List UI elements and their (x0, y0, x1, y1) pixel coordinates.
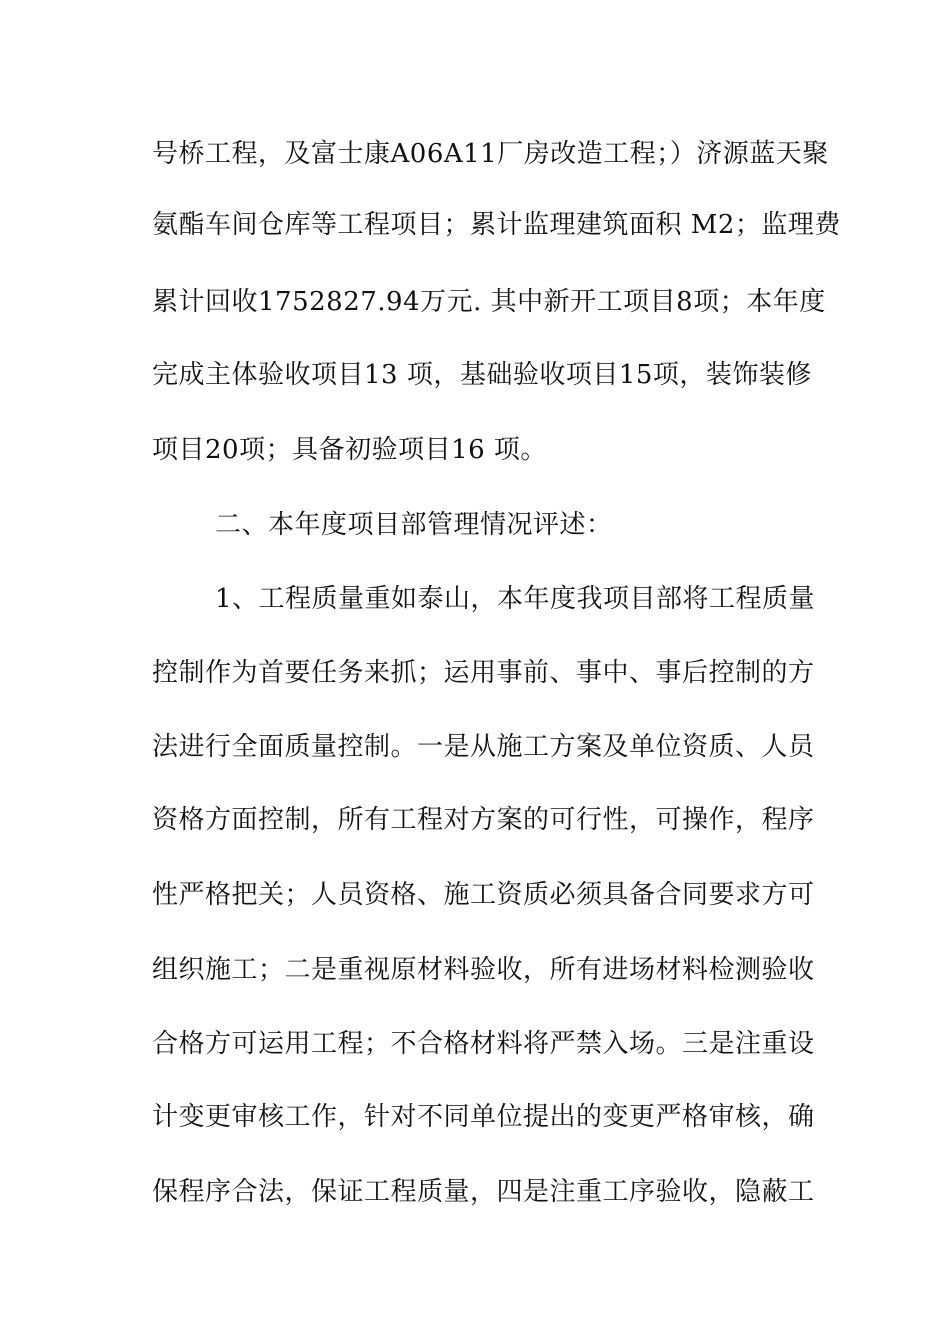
body-text-line: 完成主体验收项目13 项，基础验收项目15项，装饰装修 (152, 360, 812, 390)
body-text-line: 控制作为首要任务来抓；运用事前、事中、事后控制的方 (152, 658, 815, 688)
body-text-line: 法进行全面质量控制。一是从施工方案及单位资质、人员 (152, 732, 815, 762)
section-heading: 二、本年度项目部管理情况评述： (215, 510, 613, 540)
body-text-line: 号桥工程，及富士康A06A11厂房改造工程；）济源蓝天聚 (152, 139, 829, 169)
body-text-line: 计变更审核工作，针对不同单位提出的变更严格审核，确 (152, 1102, 815, 1132)
body-text-line: 性严格把关；人员资格、施工资质必须具备合同要求方可 (152, 880, 815, 910)
body-text-line: 合格方可运用工程；不合格材料将严禁入场。三是注重设 (152, 1029, 815, 1059)
paragraph-first-line: 1、工程质量重如泰山，本年度我项目部将工程质量 (215, 584, 816, 614)
body-text-line: 项目20项；具备初验项目16 项。 (152, 435, 547, 465)
body-text-line: 累计回收1752827.94万元. 其中新开工项目8项；本年度 (152, 287, 826, 317)
body-text-line: 资格方面控制，所有工程对方案的可行性，可操作，程序 (152, 805, 815, 835)
body-text-line: 氨酯车间仓库等工程项目；累计监理建筑面积 M2；监理费 (152, 210, 841, 240)
body-text-line: 保程序合法，保证工程质量，四是注重工序验收，隐蔽工 (152, 1177, 815, 1207)
body-text-line: 组织施工；二是重视原材料验收，所有进场材料检测验收 (152, 955, 815, 985)
